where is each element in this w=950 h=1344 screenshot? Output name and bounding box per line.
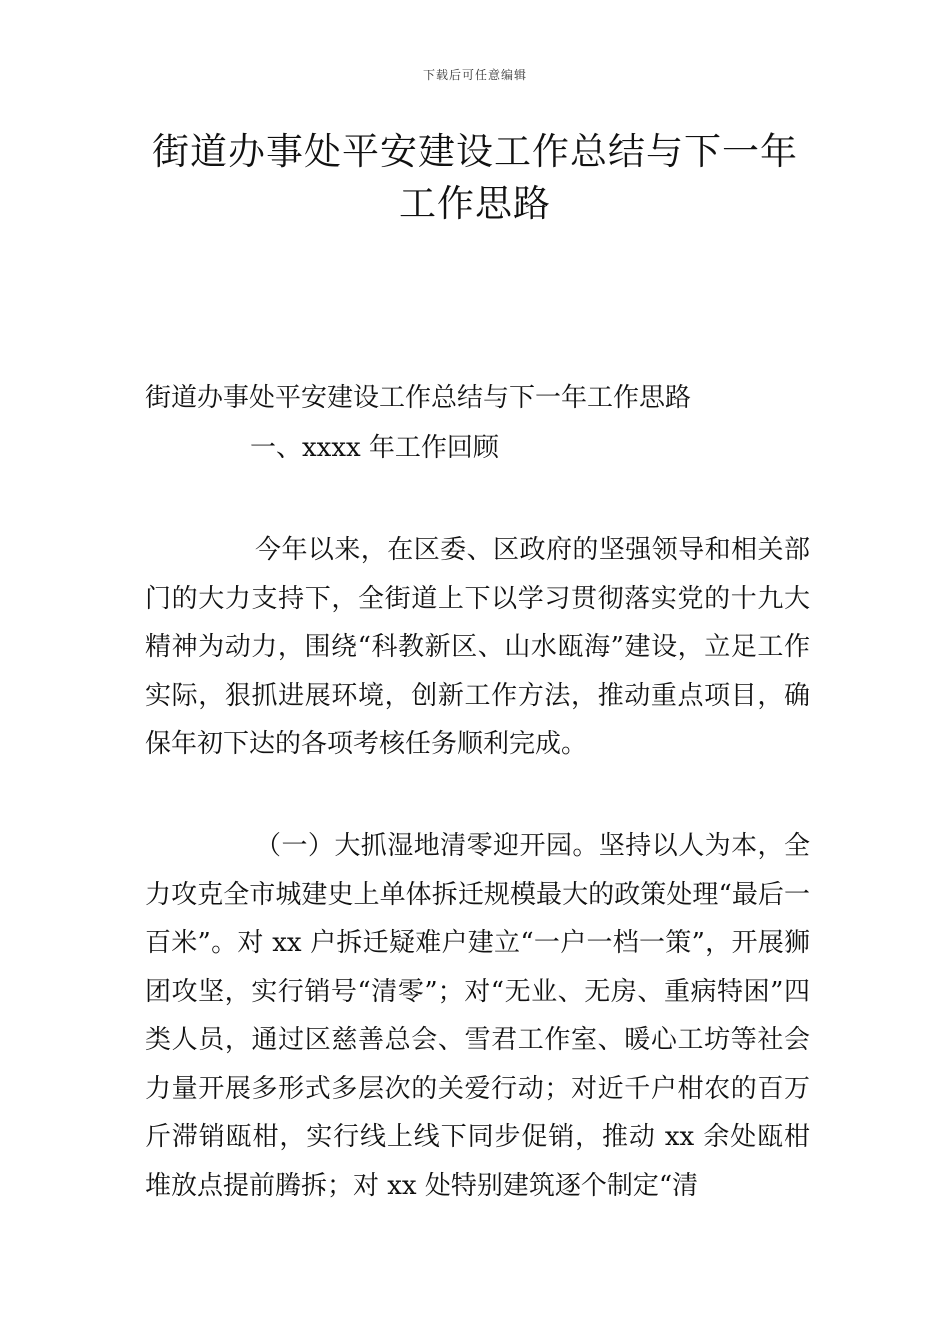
document-title: 街道办事处平安建设工作总结与下一年工作思路 [152,130,798,225]
paragraph: 今年以来，在区委、区政府的坚强领导和相关部门的大力支持下，全街道上下以学习贯彻落实党的十九大精神为动力，围绕“科教新区、山水瓯海”建设，立足工作实际，狠抓进展环境，创新工作方法，推动重点项目，确保年初下达的各项考核任务顺利完成。 [145,535,810,759]
section-heading: 一、xxxx 年工作回顾 [250,433,499,463]
paragraph: （一）大抓湿地清零迎开园。坚持以人为本，全力攻克全市城建史上单体拆迁规模最大的政策处理“最后一百米”。对 xx 户拆迁疑难户建立“一户一档一策”，开展狮团攻坚，实行销号“清零”；对“无业、无房、重病特困”四类人员，通过区慈善总会、雪君工作室、暖心工坊等社会力量开展多形式多层次的关爱行动；对近千户柑农的百万斤滞销瓯柑，实行线上线下同步促销，推动 xx 余处瓯柑堆放点提前腾拆；对 xx 处特别建筑逐个制定“清 [145,831,810,1201]
document-subtitle: 街道办事处平安建设工作总结与下一年工作思路 [145,383,692,413]
header-note: 下载后可任意编辑 [422,68,527,82]
